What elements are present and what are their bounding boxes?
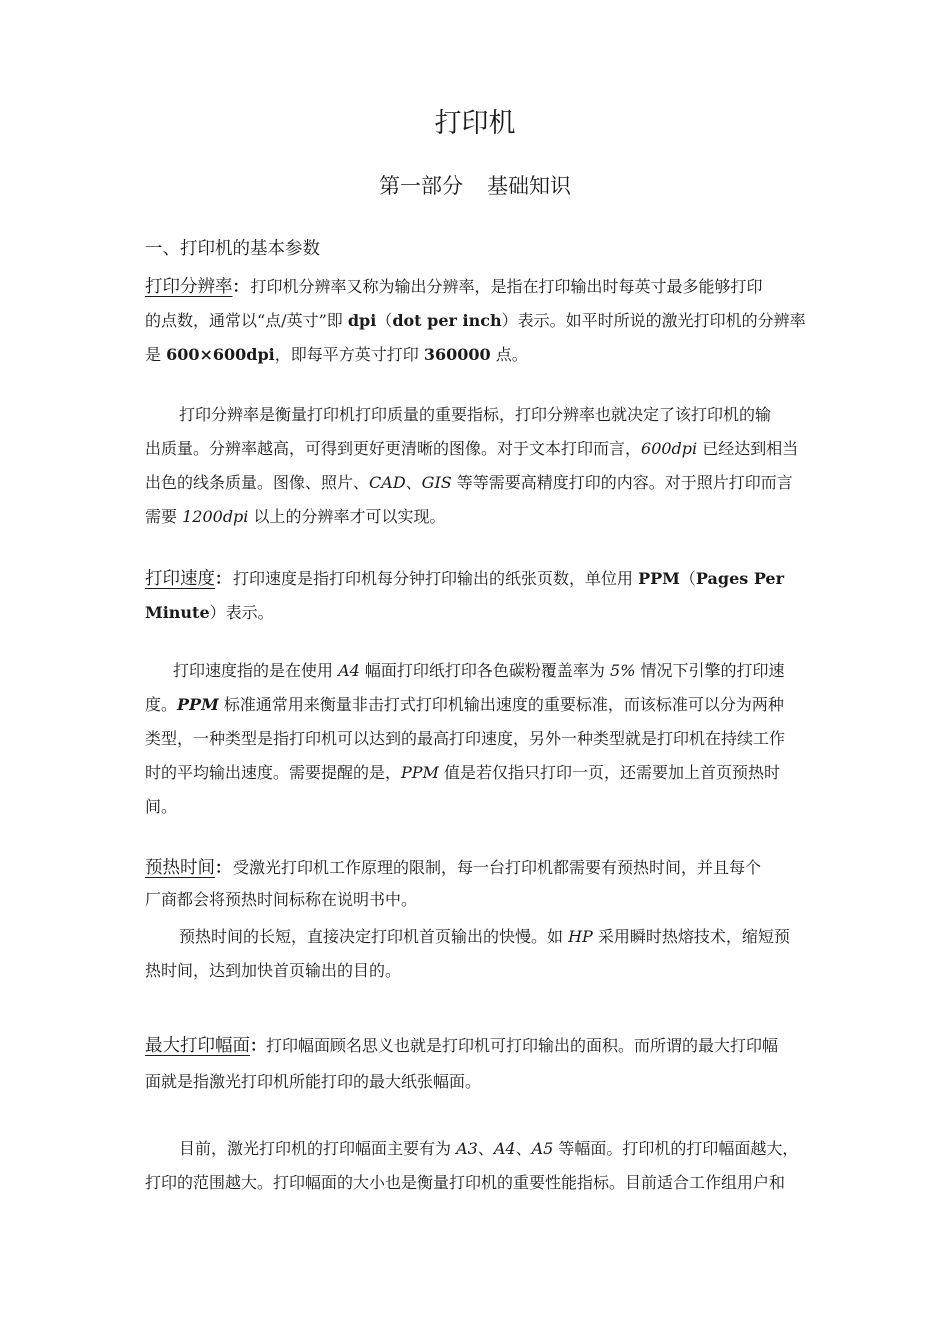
max-format-detail <box>145 1132 835 1200</box>
text-line <box>145 954 835 988</box>
text-span: PPM <box>177 695 219 714</box>
text-span: （ <box>679 569 696 588</box>
text-line <box>145 500 835 534</box>
text-span: 间。 <box>145 797 178 816</box>
text-span: 情况下引擎的打印速 <box>635 661 785 680</box>
speed-detail <box>145 654 835 824</box>
text-span: 需要 <box>145 507 183 526</box>
speed-definition <box>145 562 835 630</box>
text-line <box>145 466 835 500</box>
text-span: ，即每平方英寸打印 <box>274 345 424 364</box>
text-span: 360000 <box>423 345 491 364</box>
text-span: 、 <box>515 1139 532 1158</box>
text-span: 采用瞬时热熔技术，缩短预 <box>592 927 790 946</box>
text-span: 打印速度指的是在使用 <box>173 661 339 680</box>
text-span: PPM <box>638 569 680 588</box>
resolution-definition <box>145 270 835 372</box>
text-span: 以上的分辨率才可以实现。 <box>248 507 446 526</box>
text-line <box>145 920 835 954</box>
text-line <box>145 722 835 756</box>
text-line <box>145 398 835 432</box>
section-heading: 一、打印机的基本参数 <box>145 239 320 259</box>
text-span: 打印的范围越大。打印幅面的大小也是衡量打印机的重要性能指标。目前适合工作组用户和 <box>145 1173 786 1192</box>
text-line <box>145 790 835 824</box>
term-colon: ： <box>215 858 232 877</box>
text-line <box>145 1166 835 1200</box>
text-line <box>145 596 835 630</box>
text-span: GIS <box>421 473 452 492</box>
text-span: dpi <box>347 311 377 330</box>
document-title: 打印机 <box>434 108 516 139</box>
term-colon: ： <box>232 277 249 296</box>
text-line <box>145 270 835 304</box>
max-format-definition <box>145 1028 835 1100</box>
text-span: 的点数，通常以“点/英寸”即 <box>145 311 348 330</box>
warmup-detail <box>145 920 835 988</box>
text-span: 幅面打印纸打印各色碳粉覆盖率为 <box>359 661 611 680</box>
text-span: A5 <box>531 1139 554 1158</box>
text-line <box>145 562 835 596</box>
text-span: 出质量。分辨率越高，可得到更好更清晰的图像。对于文本打印而言， <box>145 439 642 458</box>
text-span: 目前，激光打印机的打印幅面主要有为 <box>179 1139 457 1158</box>
term-speed: 打印速度 <box>145 569 215 589</box>
term-warmup: 预热时间 <box>145 858 215 878</box>
term-colon: ： <box>250 1036 267 1055</box>
text-span: 已经达到相当 <box>697 439 799 458</box>
text-span: 度。 <box>145 695 178 714</box>
text-span: 值是若仅指只打印一页，还需要加上首页预热时 <box>438 763 781 782</box>
term-colon: ： <box>215 569 232 588</box>
text-span: 预热时间的长短，直接决定打印机首页输出的快慢。如 <box>179 927 569 946</box>
text-line <box>145 1028 835 1064</box>
text-span: 打印速度是指打印机每分钟打印输出的纸张页数，单位用 <box>233 569 639 588</box>
text-line <box>145 884 835 916</box>
text-span: 类型，一种类型是指打印机可以达到的最高打印速度，另外一种类型就是打印机在持续工作 <box>145 729 786 748</box>
text-span: 标准通常用来衡量非击打式打印机输出速度的重要标准，而该标准可以分为两种 <box>218 695 784 714</box>
text-span: 面就是指激光打印机所能打印的最大纸张幅面。 <box>145 1072 482 1091</box>
text-span: 受激光打印机工作原理的限制，每一台打印机都需要有预热时间，并且每个 <box>233 858 762 877</box>
text-line <box>145 852 835 884</box>
text-line <box>145 304 835 338</box>
text-span: 等幅面。打印机的打印幅面越大， <box>553 1139 799 1158</box>
text-span: 是 <box>145 345 167 364</box>
text-span: 点。 <box>490 345 528 364</box>
text-line <box>145 338 835 372</box>
text-span: PPM <box>401 763 439 782</box>
text-line <box>145 432 835 466</box>
text-line <box>145 654 835 688</box>
text-line <box>145 756 835 790</box>
text-line <box>145 1064 835 1100</box>
part-number: 第一部分 <box>379 174 463 198</box>
text-span: 、 <box>477 1139 494 1158</box>
text-span: dot per inch <box>392 311 502 330</box>
text-span: 600×600dpi <box>166 345 275 364</box>
text-span: 时的平均输出速度。需要提醒的是， <box>145 763 402 782</box>
text-span: ）表示。如平时所说的激光打印机的分辨率 <box>501 311 806 330</box>
text-span: Pages Per <box>695 569 785 588</box>
text-span: 厂商都会将预热时间标称在说明书中。 <box>145 890 418 909</box>
text-span: CAD <box>369 473 406 492</box>
term-max-format: 最大打印幅面 <box>145 1036 250 1056</box>
part-heading <box>0 170 950 202</box>
text-span: Minute <box>145 603 210 622</box>
text-span: ）表示。 <box>209 603 274 622</box>
text-span: 打印分辨率是衡量打印机打印质量的重要指标，打印分辨率也就决定了该打印机的输 <box>179 405 772 424</box>
resolution-detail <box>145 398 835 534</box>
text-span: 打印机分辨率又称为输出分辨率，是指在打印输出时每英寸最多能够打印 <box>250 277 763 296</box>
text-span: A4 <box>493 1139 516 1158</box>
text-span: 打印幅面顾名思义也就是打印机可打印输出的面积。而所谓的最大打印幅 <box>266 1036 779 1055</box>
text-span: A3 <box>456 1139 478 1158</box>
text-span: 600dpi <box>641 439 698 458</box>
text-span: 热时间，达到加快首页输出的目的。 <box>145 961 402 980</box>
text-span: （ <box>376 311 393 330</box>
text-span: 出色的线条质量。图像、照片、 <box>145 473 370 492</box>
text-line <box>145 1132 835 1166</box>
text-span: 1200dpi <box>182 507 249 526</box>
text-span: HP <box>568 927 593 946</box>
term-resolution: 打印分辨率 <box>145 277 233 297</box>
text-line <box>145 688 835 722</box>
text-span: 、 <box>405 473 422 492</box>
warmup-definition <box>145 852 835 916</box>
part-name: 基础知识 <box>487 174 571 198</box>
text-span: A4 <box>338 661 360 680</box>
text-span: 5% <box>610 661 636 680</box>
text-span: 等等需要高精度打印的内容。对于照片打印而言 <box>451 473 793 492</box>
